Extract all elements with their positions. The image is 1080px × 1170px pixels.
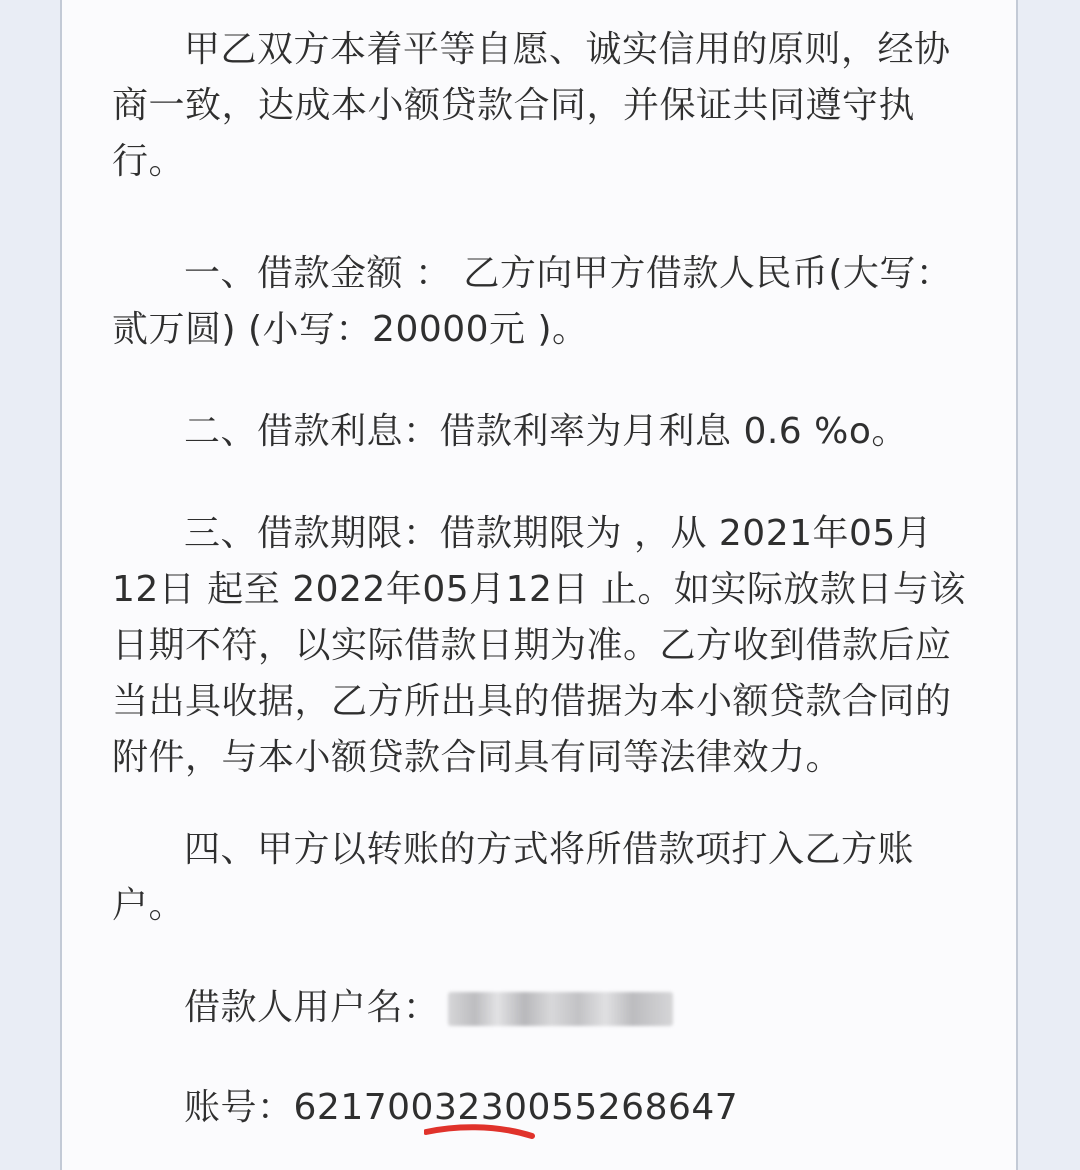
account-label: 账号： — [184, 1087, 294, 1128]
account-row — [184, 1080, 738, 1136]
clause-transfer-method: 四、甲方以转账的方式将所借款项打入乙方账户。 — [112, 829, 915, 926]
username-label: 借款人用户名： — [184, 987, 440, 1028]
contract-page — [60, 0, 1018, 1170]
clause-loan-term: 三、借款期限：借款期限为 ，从 2021年05月12日 起至 2022年05月12日 止。如实际放款日与该日期不符，以实际借款日期为准。乙方收到借款后应当出具收据，乙方所出具的借据为本小额贷款合同的附件，与本小额贷款合同具有同等法律效力。 — [112, 513, 966, 778]
account-number: 6217003230055268647 — [293, 1087, 739, 1128]
intro-paragraph: 甲乙双方本着平等自愿、诚实信用的原则，经协商一致，达成本小额贷款合同，并保证共同遵守执行。 — [112, 29, 951, 182]
clause-loan-amount: 一、借款金额 ： 乙方向甲方借款人民币(大写：贰万圆) (小写：20000元 )。 — [112, 253, 953, 350]
clause-loan-interest: 二、借款利息：借款利率为月利息 0.6 %o。 — [184, 411, 908, 452]
username-row — [184, 980, 673, 1036]
redacted-username — [448, 992, 673, 1026]
